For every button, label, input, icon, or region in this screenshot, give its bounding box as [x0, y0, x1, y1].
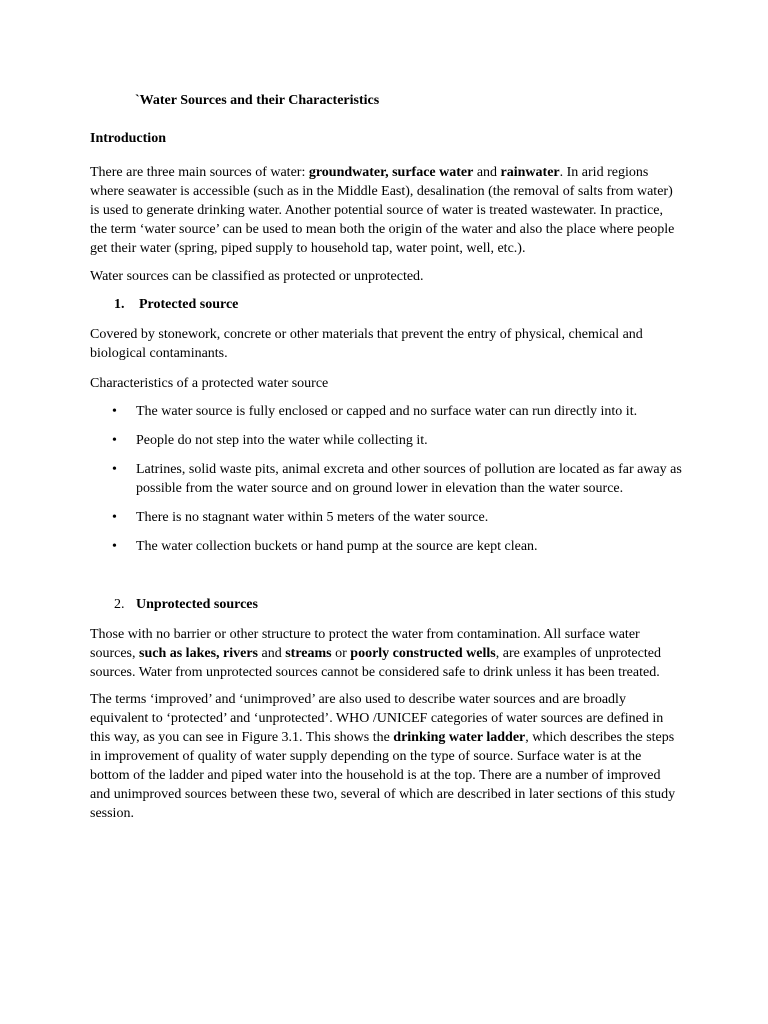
- text-segment: The terms ‘improved’ and ‘unimproved’ are also used to describe water sources and are broadly equivalent to ‘protected’ and ‘unprotected’. WHO /UNICEF categories of water sources are defined in this way, as you can see in Figure 3.1. This shows the: [90, 692, 664, 745]
- bullet-icon: •: [112, 510, 117, 525]
- bold-term: rainwater: [500, 165, 560, 180]
- list-item-text: The water source is fully enclosed or capped and no surface water can run directly into it.: [136, 404, 638, 419]
- document-title: `Water Sources and their Characteristics: [135, 93, 380, 108]
- text-segment: , are examples of unprotected sources. Water from unprotected sources cannot be considered safe to drink unless it has been treated.: [90, 646, 661, 680]
- introduction-paragraph: [90, 163, 682, 258]
- section-title: Protected source: [139, 297, 239, 312]
- bullet-icon: •: [112, 404, 117, 419]
- bullet-icon: •: [112, 462, 117, 477]
- text-segment: or: [331, 646, 351, 661]
- section-number: 2.: [114, 597, 125, 612]
- bold-term: groundwater, surface water: [308, 165, 474, 180]
- protected-source-description: Covered by stonework, concrete or other materials that prevent the entry of physical, chemical and biological contaminants.: [90, 327, 643, 361]
- list-item-text: Latrines, solid waste pits, animal excreta and other sources of pollution are located as far away as possible from the water source and on ground lower in elevation than the water source.: [136, 462, 682, 496]
- section-title: Unprotected sources: [136, 597, 258, 612]
- list-item-text: There is no stagnant water within 5 meters of the water source.: [136, 510, 489, 525]
- text-segment: and: [473, 165, 501, 180]
- text-segment: , which describes the steps in improvement of quality of water supply depending on the type of source. Surface water is at the bottom of the ladder and piped water into the household is at the top. There are a number of improved and unimproved sources between these two, several of which are described in later sections of this study session.: [90, 730, 676, 821]
- improved-unimproved-paragraph: [90, 690, 682, 823]
- section-number: 1.: [114, 297, 125, 312]
- text-segment: Those with no barrier or other structure to protect the water from contamination. All surface water sources,: [90, 627, 640, 661]
- bold-term: such as lakes, rivers: [139, 646, 258, 661]
- list-item-text: People do not step into the water while collecting it.: [136, 433, 428, 448]
- introduction-heading: Introduction: [90, 131, 166, 146]
- classification-paragraph: Water sources can be classified as protected or unprotected.: [90, 269, 424, 284]
- unprotected-sources-paragraph: [90, 625, 682, 682]
- bold-term: streams: [285, 646, 332, 661]
- bold-term: poorly constructed wells: [350, 646, 496, 661]
- bold-term: drinking water ladder: [393, 730, 526, 745]
- characteristics-heading: Characteristics of a protected water source: [90, 376, 329, 391]
- bullet-icon: •: [112, 433, 117, 448]
- bullet-icon: •: [112, 539, 117, 554]
- text-segment: . In arid regions where seawater is accessible (such as in the Middle East), desalination (the removal of salts from water) is used to generate drinking water. Another potential source of water is treated wastewater. In practice, the term ‘water source’ can be used to mean both the origin of the water and also the place where people get their water (spring, piped supply to household tap, water point, well, etc.).: [90, 165, 675, 256]
- text-segment: and: [258, 646, 286, 661]
- list-item-text: The water collection buckets or hand pump at the source are kept clean.: [136, 539, 538, 554]
- text-segment: There are three main sources of water:: [90, 165, 309, 180]
